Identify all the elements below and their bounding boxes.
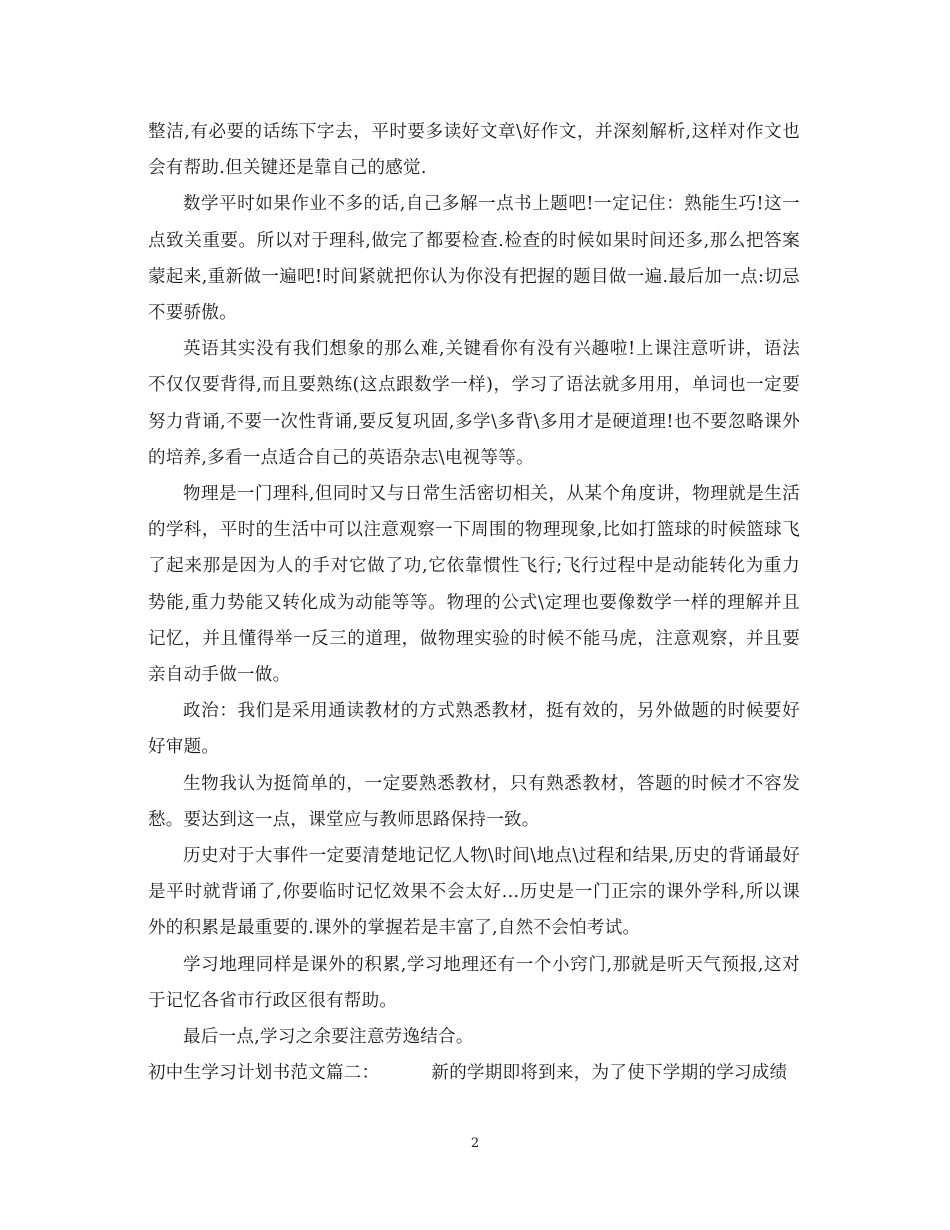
heading-gap [379, 1055, 431, 1091]
paragraph-writing: 整洁,有必要的话练下字去，平时要多读好文章\好作文，并深刻解析,这样对作文也会有帮助.但关键还是靠自己的感觉. [148, 122, 800, 179]
document-body [148, 114, 800, 1091]
paragraph-conclusion: 最后一点,学习之余要注意劳逸结合。 [183, 1027, 474, 1048]
paragraph-geography: 学习地理同样是课外的积累,学习地理还有一个小窍门,那就是听天气预报,这对于记忆各省市行政区很有帮助。 [148, 954, 800, 1011]
section-heading: 初中生学习计划书范文篇二： [148, 1063, 380, 1084]
paragraph-biology: 生物我认为挺简单的，一定要熟悉教材，只有熟悉教材，答题的时候才不容发愁。要达到这一点，课堂应与教师思路保持一致。 [148, 773, 800, 830]
paragraph-history: 历史对于大事件一定要清楚地记忆人物\时间\地点\过程和结果,历史的背诵最好是平时就背诵了,你要临时记忆效果不会太好...历史是一门正宗的课外学科,所以课外的积累是最重要的.课外的掌握若是丰富了,自然不会怕考试。 [148, 846, 800, 939]
section-heading-line [148, 1055, 800, 1091]
paragraph-english: 英语其实没有我们想象的那么难,关键看你有没有兴趣啦!上课注意听讲，语法不仅仅要背得,而且要熟练(这点跟数学一样)，学习了语法就多用用，单词也一定要努力背诵,不要一次性背诵,要反复巩固,多学\多背\多用才是硬道理!也不要忽略课外的培养,多看一点适合自己的英语杂志\电视等等。 [148, 339, 800, 468]
section-opening-text: 新的学期即将到来，为了使下学期的学习成绩 [431, 1063, 788, 1084]
page-number: 2 [470, 1136, 480, 1151]
paragraph-politics: 政治：我们是采用通读教材的方式熟悉教材，挺有效的，另外做题的时候要好好审题。 [148, 701, 800, 758]
paragraph-physics: 物理是一门理科,但同时又与日常生活密切相关，从某个角度讲，物理就是生活的学科，平时的生活中可以注意观察一下周围的物理现象,比如打篮球的时候篮球飞了起来那是因为人的手对它做了功,它依靠惯性飞行;飞行过程中是动能转化为重力势能,重力势能又转化成为动能等等。物理的公式\定理也要像数学一样的理解并且记忆，并且懂得举一反三的道理，做物理实验的时候不能马虎，注意观察，并且要亲自动手做一做。 [148, 484, 800, 686]
paragraph-math: 数学平时如果作业不多的话,自己多解一点书上题吧!一定记住：熟能生巧!这一点致关重要。所以对于理科,做完了都要检查.检查的时候如果时间还多,那么把答案蒙起来,重新做一遍吧!时间紧就把你认为你没有把握的题目做一遍.最后加一点:切忌不要骄傲。 [148, 194, 800, 324]
